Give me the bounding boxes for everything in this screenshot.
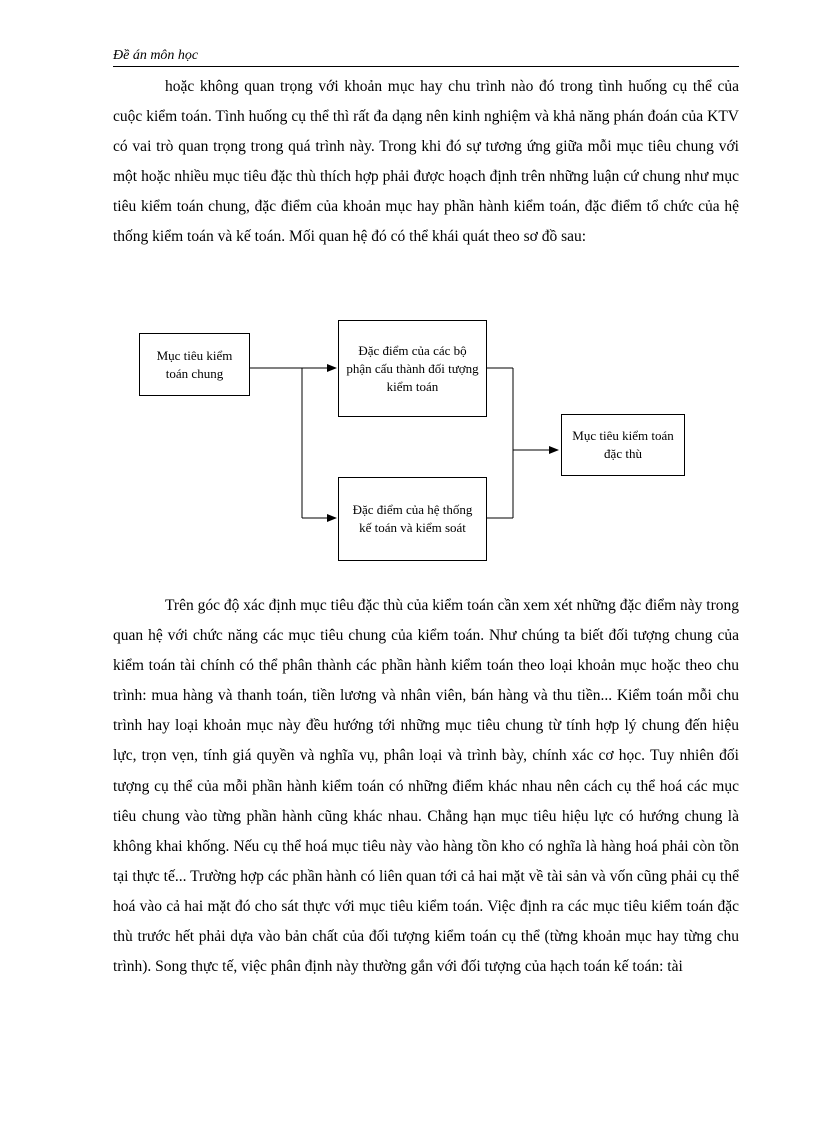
page-header: Đề án môn học: [113, 48, 199, 63]
box-specific-objective: Mục tiêu kiểm toán đặc thù: [561, 414, 685, 476]
paragraph-intro: hoặc không quan trọng với khoản mục hay chu trình nào đó trong tình huống cụ thể của cuộc kiểm toán. Tình huống cụ thể thì rất đa dạng nên kinh nghiệm và khả năng phán đoán của KTV có vai trò quan trọng trong quá trình này. Trong khi đó sự tương ứng giữa mỗi mục tiêu chung với một hoặc nhiều mục tiêu đặc thù thích hợp phải được hoạch định trên những luận cứ chung như mục tiêu kiểm toán chung, đặc điểm của khoản mục hay phần hành kiểm toán, đặc điểm tổ chức của hệ thống kiểm toán và kế toán. Mối quan hệ đó có thể khái quát theo sơ đồ sau:: [113, 78, 739, 246]
box-general-objective: Mục tiêu kiểm toán chung: [139, 333, 250, 396]
paragraph-body: Trên góc độ xác định mục tiêu đặc thù của kiểm toán cần xem xét những đặc điểm này trong quan hệ với chức năng các mục tiêu chung của kiểm toán. Như chúng ta biết đối tượng chung của kiểm toán tài chính có thể phân thành các phần hành kiểm toán theo loại khoản mục hoặc theo chu trình: mua hàng và thanh toán, tiền lương và nhân viên, bán hàng và thu tiền... Kiểm toán mỗi chu trình hay loại khoản mục này đều hướng tới những mục tiêu chung từ tính hợp lý chung đến hiệu lực, trọn vẹn, tính giá quyền và nghĩa vụ, phân loại và trình bày, chính xác cơ học. Tuy nhiên đối tượng cụ thể của mỗi phần hành kiểm toán có những điểm khác nhau nên cách cụ thể hoá các mục tiêu chung vào từng phần hành cũng khác nhau. Chẳng hạn mục tiêu hiệu lực có hướng chung là không khai khống. Nếu cụ thể hoá mục tiêu này vào hàng tồn kho có nghĩa là hàng hoá phải còn tồn tại thực tế... Trường hợp các phần hành có liên quan tới cả hai mặt về tài sản và vốn cũng phải cụ thể hoá vào cả hai mặt đó cho sát thực với mục tiêu kiểm toán. Việc định ra các mục tiêu kiểm toán đặc thù trước hết phải dựa vào bản chất của đối tượng kiểm toán cụ thể (từng khoản mục hay từng chu trình). Song thực tế, việc phân định này thường gắn với đối tượng của hạch toán kế toán: tài: [113, 597, 739, 976]
box-component-features: Đặc điểm của các bộ phận cấu thành đối tượng kiểm toán: [338, 320, 487, 417]
box-system-features: Đặc điểm của hệ thống kế toán và kiểm soát: [338, 477, 487, 561]
